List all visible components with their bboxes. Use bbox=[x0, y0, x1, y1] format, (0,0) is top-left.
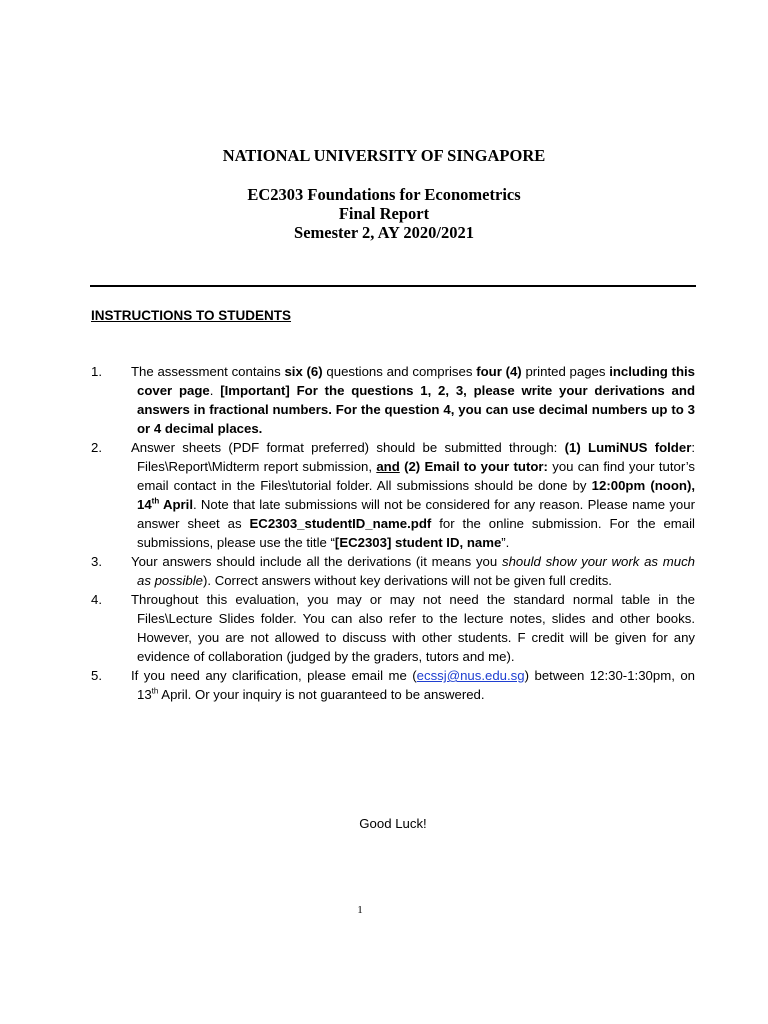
course-title: EC2303 Foundations for Econometrics bbox=[247, 185, 521, 204]
horizontal-divider bbox=[90, 285, 696, 287]
instruction-text: Throughout this evaluation, you may or may not need the standard normal table in the Files\Lecture Slides folder. You can also refer to the lecture notes, slides and other books. However, you are not allowed to discuss with other students. F credit will be given for any evidence of collaboration (judged by the graders, tutors and me). bbox=[131, 592, 695, 664]
text-run: for the online submission. For the email submissions, please use the title “ bbox=[137, 516, 695, 550]
bold-run: [Important] For the questions 1, 2, 3, please write your derivations and answers in fractional numbers. For the question 4, you can use decimal numbers up to 3 or 4 decimal places. bbox=[137, 383, 695, 436]
text-run: Your answers should include all the derivations (it means you bbox=[131, 554, 502, 569]
instruction-item-5 bbox=[91, 666, 695, 704]
text-run: April. Or your inquiry is not guaranteed to be answered. bbox=[158, 687, 485, 702]
text-run: you can find your tutor’s email contact in the Files\tutorial folder. All submissions should be done by bbox=[137, 459, 695, 493]
superscript: th bbox=[151, 686, 159, 696]
instructions-list bbox=[91, 362, 695, 704]
good-luck-text: Good Luck! bbox=[359, 816, 427, 831]
text-run: Answer sheets (PDF format preferred) should be submitted through: bbox=[131, 440, 565, 455]
bold-run: six (6) bbox=[284, 364, 323, 379]
instruction-text bbox=[131, 438, 696, 552]
text-run: . bbox=[209, 383, 221, 398]
bold-underline-run: and bbox=[376, 459, 400, 474]
bold-run: four (4) bbox=[476, 364, 522, 379]
superscript: th bbox=[151, 496, 160, 506]
item-number: 2. bbox=[91, 440, 102, 455]
university-name: NATIONAL UNIVERSITY OF SINGAPORE bbox=[222, 146, 546, 165]
italic-run: should show your work as much as possible bbox=[137, 554, 696, 588]
instruction-item-3 bbox=[91, 552, 695, 590]
instruction-item-2 bbox=[91, 438, 695, 552]
instruction-item-4 bbox=[91, 590, 695, 666]
bold-run: [EC2303] student ID, name bbox=[334, 535, 502, 550]
instructions-heading: INSTRUCTIONS TO STUDENTS bbox=[91, 308, 292, 323]
text-run: ) between 12:30-1:30pm, on 13 bbox=[137, 668, 695, 702]
instruction-text bbox=[131, 666, 695, 704]
email-link[interactable]: ecssj@nus.edu.sg bbox=[416, 668, 525, 683]
text-run: printed pages bbox=[521, 364, 610, 379]
text-run: : Files\Report\Midterm report submission, bbox=[137, 440, 696, 474]
item-number: 4. bbox=[91, 592, 102, 607]
report-title: Final Report bbox=[338, 204, 430, 223]
item-number: 1. bbox=[91, 364, 102, 379]
bold-run: April bbox=[159, 497, 194, 512]
text-run: The assessment contains bbox=[131, 364, 285, 379]
text-run: ”. bbox=[501, 535, 510, 550]
item-number: 3. bbox=[91, 554, 102, 569]
page-number: 1 bbox=[357, 904, 363, 916]
instruction-text bbox=[131, 552, 696, 590]
text-run: If you need any clarification, please email me ( bbox=[131, 668, 417, 683]
bold-run: (2) Email to your tutor: bbox=[404, 459, 548, 474]
bold-run: (1) LumiNUS folder bbox=[564, 440, 692, 455]
text-run: questions and comprises bbox=[322, 364, 477, 379]
instruction-item-1 bbox=[91, 362, 695, 438]
bold-run: 12:00pm (noon), 14 bbox=[137, 478, 695, 512]
semester-label: Semester 2, AY 2020/2021 bbox=[294, 223, 474, 242]
text-run: ). Correct answers without key derivations will not be given full credits. bbox=[202, 573, 612, 588]
bold-run: EC2303_studentID_name.pdf bbox=[249, 516, 432, 531]
instruction-text bbox=[131, 362, 695, 438]
bold-run: including this cover page bbox=[137, 364, 695, 398]
item-number: 5. bbox=[91, 668, 102, 683]
text-run: . Note that late submissions will not be considered for any reason. Please name your answer sheet as bbox=[137, 497, 695, 531]
